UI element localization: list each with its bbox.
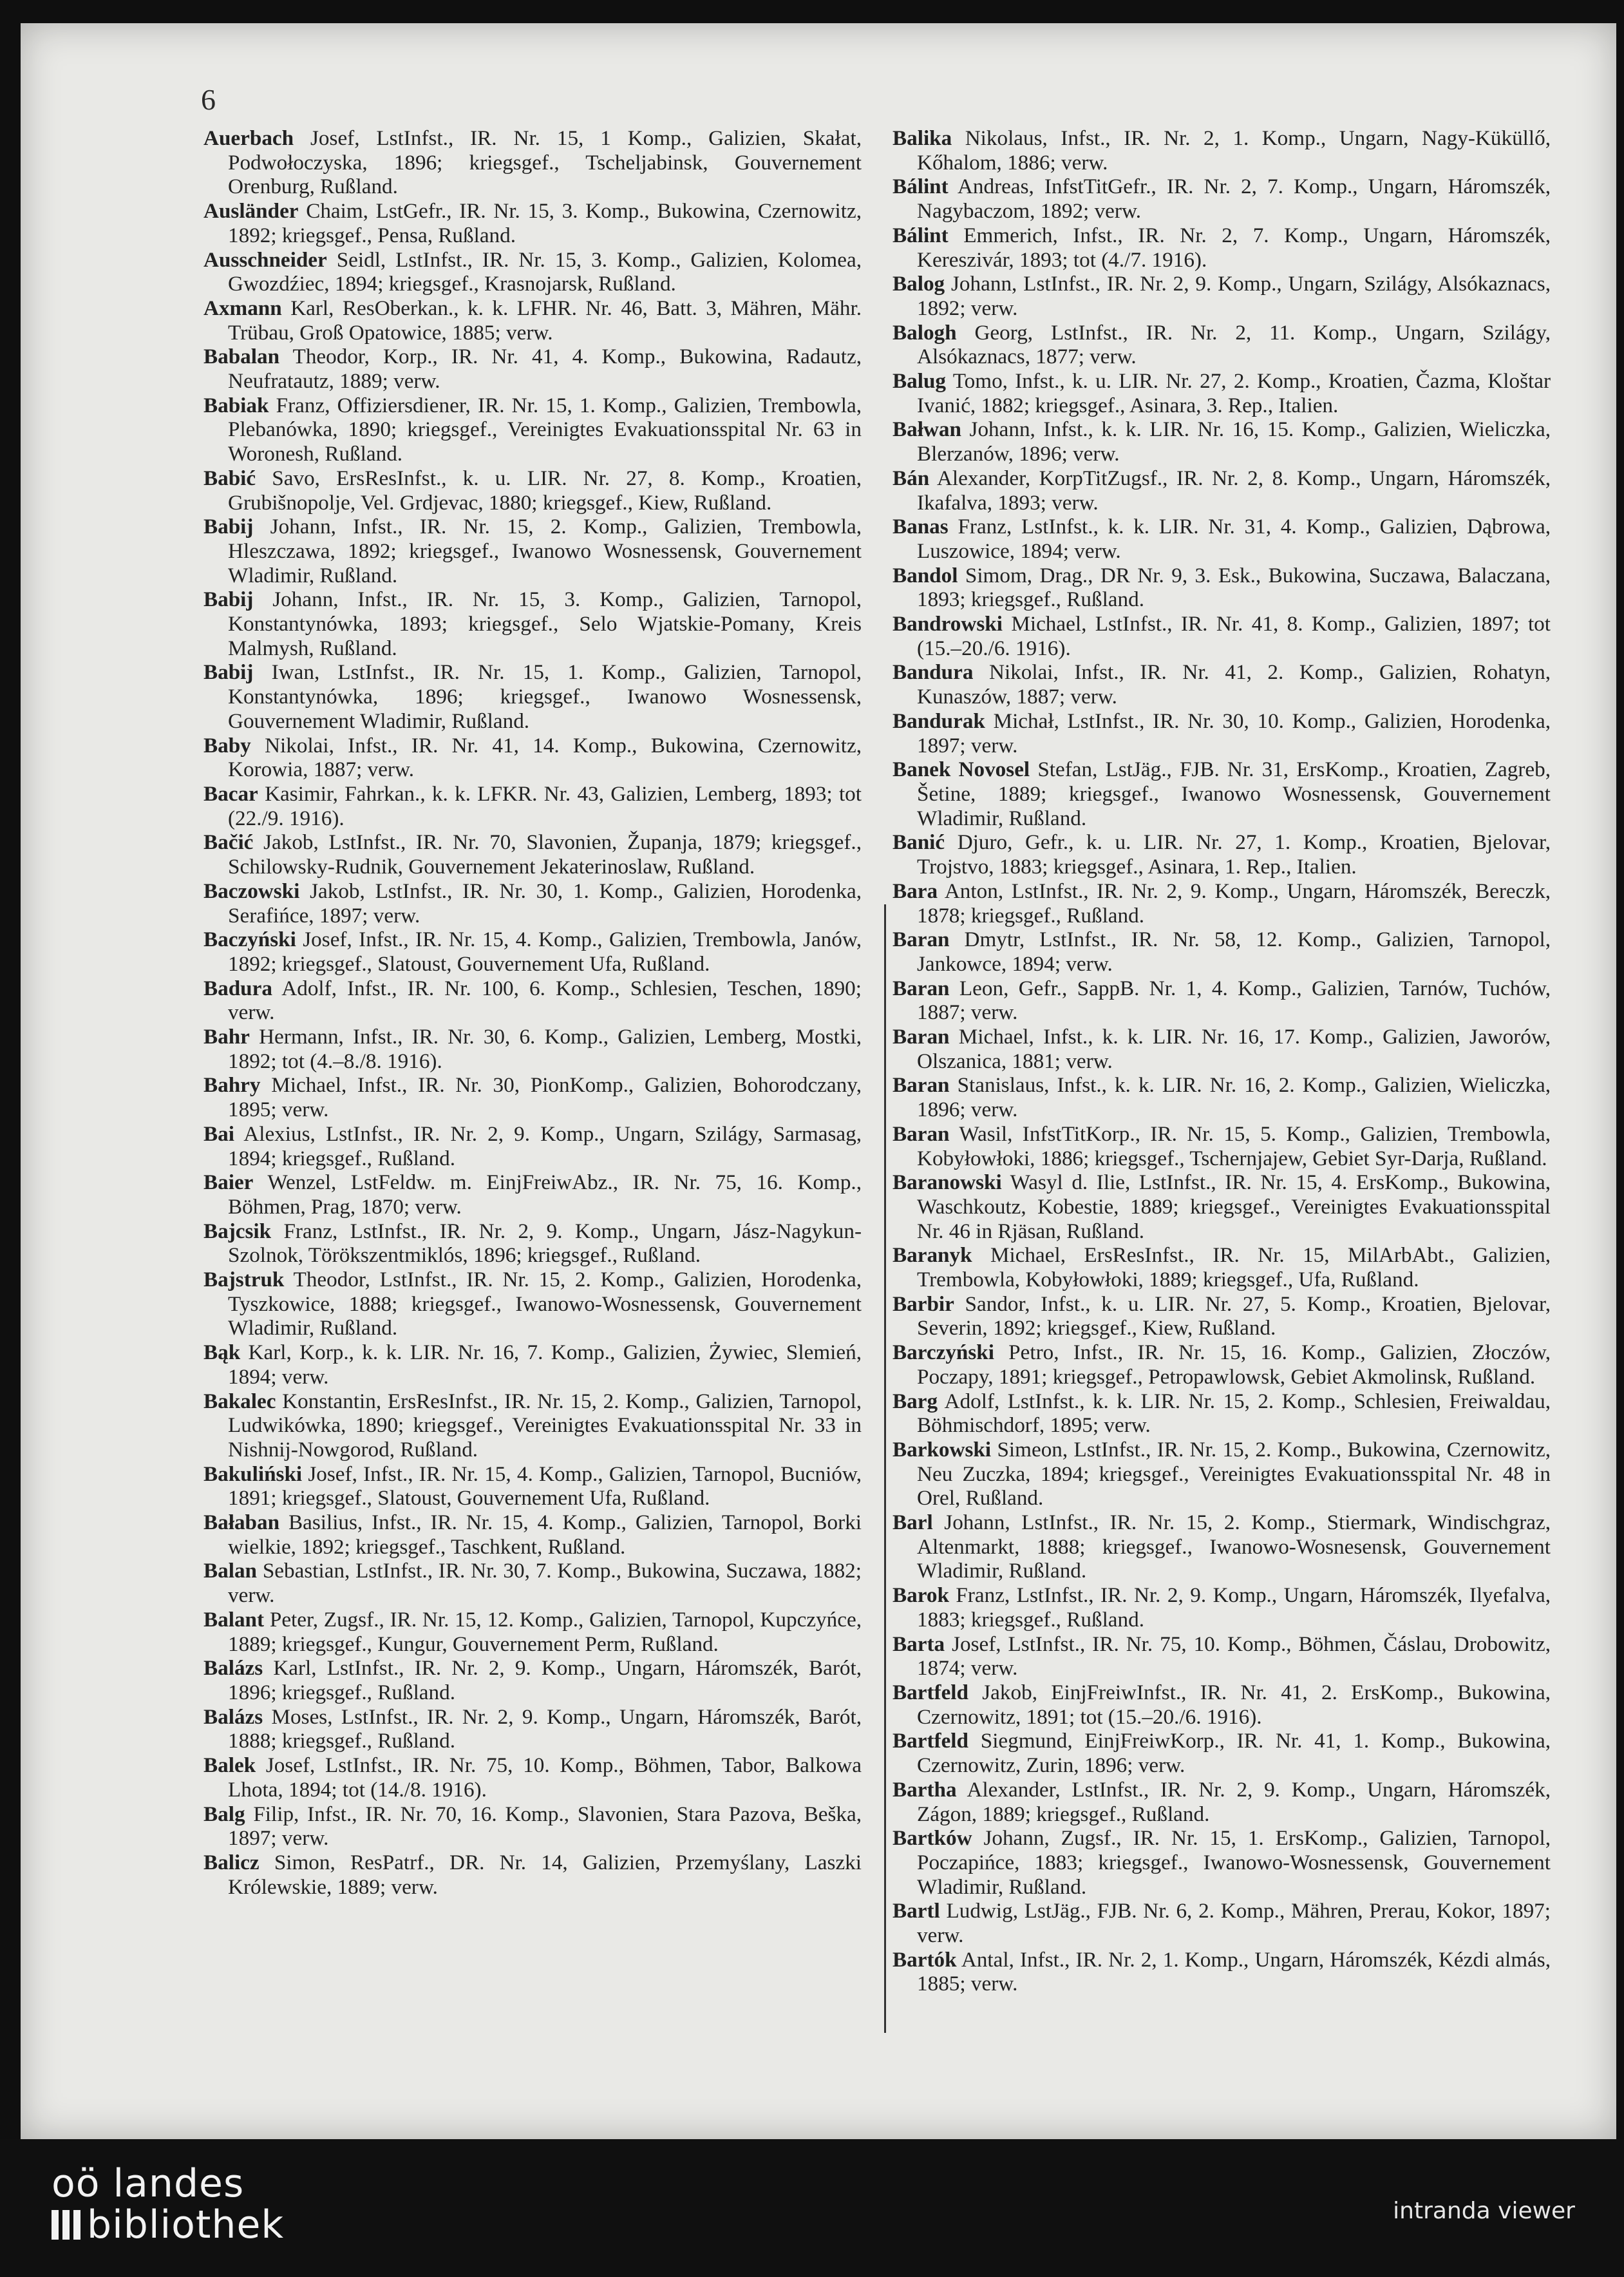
entry-details: Ludwig, LstJäg., FJB. Nr. 6, 2. Komp., Mähren, Prerau, Kokor, 1897; verw. [917,1899,1551,1948]
entry-surname: Baran [892,1025,950,1049]
entry-surname: Balika [892,126,952,150]
register-entry [892,564,1551,612]
entry-details: Antal, Infst., IR. Nr. 2, 1. Komp., Ungarn, Háromszék, Kézdi almás, 1885; verw. [917,1947,1551,1996]
entry-surname: Balogh [892,320,957,345]
entry-details: Stefan, LstJäg., FJB. Nr. 31, ErsKomp., Kroatien, Zagreb, Šetine, 1889; kriegsgef., Iwanowo Wosnessensk, Gouvernement Wladimir, Rußland. [917,757,1551,830]
entry-details: Seidl, LstInfst., IR. Nr. 15, 3. Komp., Galizien, Kolomea, Gwozdźiec, 1894; kriegsgef., Krasnojarsk, Rußland. [228,247,862,296]
entry-surname: Axmann [203,296,282,320]
register-entry [203,1025,862,1073]
entry-surname: Badura [203,976,272,1000]
entry-surname: Balan [203,1559,258,1583]
register-entry [892,1243,1551,1291]
entry-details: Wasyl d. Ilie, LstInfst., IR. Nr. 15, 4. ErsKomp., Bukowina, Waschkoutz, Kobestie, 1889; kriegsgef., Vereinigtes Evakuationsspital Nr. 46 in Rjäsan, Rußland. [917,1170,1551,1243]
register-entry [892,709,1551,757]
entry-surname: Bartl [892,1899,940,1923]
logo-line-1: oö landes [52,2161,245,2206]
entry-details: Siegmund, EinjFreiwKorp., IR. Nr. 41, 1. Komp., Bukowina, Czernowitz, Zurin, 1896; verw. [917,1729,1551,1778]
entry-details: Johann, LstInfst., IR. Nr. 15, 2. Komp., Stiermark, Windischgraz, Altenmarkt, 1888; kriegsgef., Iwanowo-Wosnesensk, Gouvernement Wladimir, Rußland. [917,1510,1551,1583]
register-entry [203,734,862,782]
entry-details: Michael, Infst., k. k. LIR. Nr. 16, 17. Komp., Galizien, Jaworów, Olszanica, 1881; verw. [917,1025,1551,1073]
entry-surname: Baier [203,1170,254,1195]
entry-surname: Balek [203,1753,256,1778]
entry-surname: Babij [203,515,254,539]
entry-details: Kasimir, Fahrkan., k. k. LFKR. Nr. 43, Galizien, Lemberg, 1893; tot (22./9. 1916). [228,781,862,830]
entry-details: Andreas, InfstTitGefr., IR. Nr. 2, 7. Komp., Ungarn, Háromszék, Nagybaczom, 1892; verw. [917,175,1551,224]
entry-surname: Ausschneider [203,247,327,272]
entry-details: Johann, Infst., IR. Nr. 15, 3. Komp., Galizien, Tarnopol, Konstantynówka, 1893; kriegsgef., Selo Wjatskie-Pomany, Kreis Malmysh, Rußland. [228,587,862,660]
register-entry [892,272,1551,320]
entry-surname: Bakuliński [203,1462,303,1486]
register-entry [203,1389,862,1462]
entry-surname: Banek Novosel [892,757,1030,782]
entry-details: Konstantin, ErsResInfst., IR. Nr. 15, 2. Komp., Galizien, Tarnopol, Ludwikówka, 1890; kriegsgef., Vereinigtes Evakuationsspital Nr. 33 in Nishnij-Nowgorod, Rußland. [228,1389,862,1462]
entry-surname: Balázs [203,1704,263,1729]
entry-details: Savo, ErsResInfst., k. u. LIR. Nr. 27, 8. Komp., Kroatien, Grubišnopolje, Vel. Grdjevac, 1880; kriegsgef., Kiew, Rußland. [228,466,862,515]
register-entry [203,1802,862,1851]
entry-surname: Balg [203,1802,245,1826]
register-entry [892,977,1551,1025]
entry-details: Franz, LstInfst., k. k. LIR. Nr. 31, 4. Komp., Galizien, Dąbrowa, Luszowice, 1894; verw. [917,515,1551,563]
register-entry [892,126,1551,175]
entry-surname: Auerbach [203,126,294,150]
register-entry [203,1510,862,1559]
entry-details: Josef, LstInfst., IR. Nr. 75, 10. Komp., Böhmen, Tabor, Balkowa Lhota, 1894; tot (14./8. 1916). [228,1753,862,1802]
entry-surname: Baranowski [892,1170,1002,1195]
register-entry [203,1340,862,1389]
entry-details: Georg, LstInfst., IR. Nr. 2, 11. Komp., Ungarn, Szilágy, Alsókaznacs, 1877; verw. [917,320,1551,369]
entry-details: Johann, LstInfst., IR. Nr. 2, 9. Komp., Ungarn, Szilágy, Alsókaznacs, 1892; verw. [917,272,1551,320]
entry-surname: Bąk [203,1340,241,1365]
entries-column-right [892,126,1551,2059]
register-entry [203,660,862,733]
entry-details: Theodor, LstInfst., IR. Nr. 15, 2. Komp., Galizien, Horodenka, Tyszkowice, 1888; kriegsgef., Iwanowo-Wosnessensk, Gouvernement Wladimir, Rußland. [228,1268,862,1340]
entry-details: Alexander, LstInfst., IR. Nr. 2, 9. Komp., Ungarn, Háromszék, Zágon, 1889; kriegsgef., Rußland. [917,1777,1551,1826]
register-entry [892,1510,1551,1583]
entry-surname: Babij [203,587,254,612]
register-entry [892,1681,1551,1729]
register-entry [892,757,1551,830]
entry-details: Josef, LstInfst., IR. Nr. 15, 1 Komp., Galizien, Skałat, Podwołoczyska, 1896; kriegsgef., Tscheljabinsk, Gouvernement Orenburg, Rußland. [228,126,862,199]
register-entry [892,1948,1551,1996]
entry-surname: Barta [892,1632,945,1656]
entry-details: Karl, LstInfst., IR. Nr. 2, 9. Komp., Ungarn, Háromszék, Barót, 1896; kriegsgef., Rußland. [228,1656,862,1704]
entry-surname: Bandrowski [892,612,1003,636]
register-entry [892,175,1551,223]
register-entry [203,1268,862,1340]
register-entry [203,830,862,879]
logo-bars-icon [52,2210,80,2240]
register-entry [892,1122,1551,1170]
register-entry [203,1705,862,1753]
entry-details: Leon, Gefr., SappB. Nr. 1, 4. Komp., Galizien, Tarnów, Tuchów, 1887; verw. [917,976,1551,1025]
register-entry [892,321,1551,369]
entry-surname: Balázs [203,1656,263,1681]
entry-details: Peter, Zugsf., IR. Nr. 15, 12. Komp., Galizien, Tarnopol, Kupczyńce, 1889; kriegsgef., Kungur, Gouvernement Perm, Rußland. [228,1607,862,1656]
register-entry [203,248,862,296]
register-entry [203,1753,862,1802]
register-entry [892,1632,1551,1681]
entry-details: Alexander, KorpTitZugsf., IR. Nr. 2, 8. Komp., Ungarn, Háromszék, Ikafalva, 1893; verw. [917,466,1551,515]
entry-surname: Baran [892,1073,950,1098]
entry-surname: Bandol [892,563,958,587]
entry-details: Karl, Korp., k. k. LIR. Nr. 16, 7. Komp., Galizien, Żywiec, Slemień, 1894; verw. [228,1340,862,1389]
entry-details: Stanislaus, Infst., k. k. LIR. Nr. 16, 2. Komp., Galizien, Wieliczka, 1896; verw. [917,1073,1551,1122]
register-entry [203,296,862,345]
register-entry [203,879,862,928]
register-entry [203,126,862,199]
entry-surname: Baczowski [203,879,300,903]
entry-details: Dmytr, LstInfst., IR. Nr. 58, 12. Komp., Galizien, Tarnopol, Jankowce, 1894; verw. [917,928,1551,976]
entry-surname: Balog [892,272,945,296]
entry-details: Franz, LstInfst., IR. Nr. 2, 9. Komp., Ungarn, Háromszék, Ilyefalva, 1883; kriegsgef., Rußland. [917,1583,1551,1632]
entry-details: Petro, Infst., IR. Nr. 15, 16. Komp., Galizien, Złoczów, Poczapy, 1891; kriegsgef., Petropawlowsk, Gebiet Akmolinsk, Rußland. [917,1340,1551,1389]
register-entry [203,977,862,1025]
entry-surname: Bartha [892,1777,957,1802]
entry-surname: Bálint [892,175,949,199]
entry-surname: Bahry [203,1073,261,1098]
entry-surname: Baran [892,1121,950,1146]
entry-surname: Baby [203,733,251,757]
entry-details: Wenzel, LstFeldw. m. EinjFreiwAbz., IR. Nr. 75, 16. Komp., Böhmen, Prag, 1870; verw. [228,1170,862,1219]
entry-details: Djuro, Gefr., k. u. LIR. Nr. 27, 1. Komp., Kroatien, Bjelovar, Trojstvo, 1883; kriegsgef., Asinara, 1. Rep., Italien. [917,830,1551,879]
entry-details: Michał, LstInfst., IR. Nr. 30, 10. Komp., Galizien, Horodenka, 1897; verw. [917,709,1551,757]
entry-surname: Barok [892,1583,949,1608]
entry-details: Alexius, LstInfst., IR. Nr. 2, 9. Komp., Ungarn, Szilágy, Sarmasag, 1894; kriegsgef., Rußland. [228,1121,862,1170]
entry-surname: Bacar [203,781,258,806]
entry-details: Sebastian, LstInfst., IR. Nr. 30, 7. Komp., Bukowina, Suczawa, 1882; verw. [228,1559,862,1608]
entry-details: Chaim, LstGefr., IR. Nr. 15, 3. Komp., Bukowina, Czernowitz, 1892; kriegsgef., Pensa, Rußland. [228,199,862,247]
entry-surname: Babić [203,466,256,490]
entry-surname: Bartków [892,1826,972,1851]
register-entry [892,1899,1551,1947]
register-entry [892,1340,1551,1389]
register-entry [892,1073,1551,1121]
entry-details: Emmerich, Infst., IR. Nr. 2, 7. Komp., Ungarn, Háromszék, Kereszivár, 1893; tot (4./7. 1916). [917,223,1551,272]
entry-surname: Baczyński [203,928,296,952]
entry-details: Michael, ErsResInfst., IR. Nr. 15, MilArbAbt., Galizien, Trembowla, Kobyłowłoki, 1889; kriegsgef., Ufa, Rußland. [917,1243,1551,1292]
register-entry [892,1292,1551,1340]
entry-surname: Barkowski [892,1437,992,1462]
register-entry [203,1851,862,1899]
entry-surname: Bálint [892,223,949,247]
entry-surname: Bara [892,879,938,903]
entry-details: Nikolai, Infst., IR. Nr. 41, 2. Komp., Galizien, Rohatyn, Kunaszów, 1887; verw. [917,660,1551,709]
entry-surname: Bartfeld [892,1729,968,1753]
register-entry [203,1122,862,1170]
entry-details: Josef, Infst., IR. Nr. 15, 4. Komp., Galizien, Trembowla, Janów, 1892; kriegsgef., Slatoust, Gouvernement Ufa, Rußland. [228,928,862,976]
entry-details: Adolf, LstInfst., k. k. LIR. Nr. 15, 2. Komp., Schlesien, Freiwaldau, Böhmischdorf, 1895; verw. [917,1389,1551,1438]
entry-surname: Bahr [203,1025,250,1049]
viewer-label[interactable]: intranda viewer [1393,2198,1575,2224]
entry-surname: Bartók [892,1947,957,1972]
entry-surname: Barbir [892,1291,954,1316]
register-entry [203,515,862,587]
register-entry [892,928,1551,976]
entry-surname: Bajcsik [203,1219,272,1243]
register-entry [892,224,1551,272]
entry-surname: Bajstruk [203,1268,285,1292]
entry-surname: Balug [892,369,947,394]
entry-details: Josef, Infst., IR. Nr. 15, 4. Komp., Galizien, Tarnopol, Bucniów, 1891; kriegsgef., Slatoust, Gouvernement Ufa, Rußland. [228,1462,862,1510]
entry-details: Josef, LstInfst., IR. Nr. 75, 10. Komp., Böhmen, Čáslau, Drobowitz, 1874; verw. [917,1632,1551,1681]
entry-details: Anton, LstInfst., IR. Nr. 2, 9. Komp., Ungarn, Háromszék, Bereczk, 1878; kriegsgef., Rußland. [917,879,1551,928]
entry-surname: Banić [892,830,945,855]
register-entry [203,1462,862,1510]
entry-details: Theodor, Korp., IR. Nr. 41, 4. Komp., Bukowina, Radautz, Neufratautz, 1889; verw. [228,345,862,394]
register-entry [892,612,1551,660]
entry-details: Simom, Drag., DR Nr. 9, 3. Esk., Bukowina, Suczawa, Balaczana, 1893; kriegsgef., Rußland. [917,563,1551,612]
register-entry [203,1073,862,1121]
register-entry [892,1778,1551,1826]
register-entry [203,1656,862,1704]
entry-details: Simeon, LstInfst., IR. Nr. 15, 2. Komp., Bukowina, Czernowitz, Neu Zuczka, 1894; kriegsgef., Vereinigtes Evakuationsspital Nr. 48 in Orel, Rußland. [917,1437,1551,1510]
entry-details: Sandor, Infst., k. u. LIR. Nr. 27, 5. Komp., Kroatien, Bjelovar, Severin, 1892; kriegsgef., Kiew, Rußland. [917,1291,1551,1340]
entry-details: Nikolai, Infst., IR. Nr. 41, 14. Komp., Bukowina, Czernowitz, Korowia, 1887; verw. [228,733,862,782]
entry-surname: Baran [892,928,950,952]
entry-details: Moses, LstInfst., IR. Nr. 2, 9. Komp., Ungarn, Háromszék, Barót, 1888; kriegsgef., Rußland. [228,1704,862,1753]
entry-details: Jakob, LstInfst., IR. Nr. 70, Slavonien, Županja, 1879; kriegsgef., Schilowsky-Rudnik, Gouvernement Jekaterinoslaw, Rußland. [228,830,862,879]
entry-surname: Bán [892,466,930,490]
register-entry [892,515,1551,563]
logo-line-2-text: bibliothek [87,2202,285,2247]
register-entry [892,830,1551,879]
entry-details: Michael, Infst., IR. Nr. 30, PionKomp., Galizien, Bohorodczany, 1895; verw. [228,1073,862,1122]
entry-details: Wasil, InfstTitKorp., IR. Nr. 15, 5. Komp., Galizien, Trembowla, Kobyłowłoki, 1886; kriegsgef., Tschernjajew, Gebiet Syr-Darja, Rußland. [917,1121,1551,1170]
register-entry [203,1559,862,1607]
entry-surname: Bačić [203,830,254,855]
register-entry [203,466,862,515]
register-entry [203,1170,862,1219]
entry-details: Nikolaus, Infst., IR. Nr. 2, 1. Komp., Ungarn, Nagy-Küküllő, Kőhalom, 1886; verw. [917,126,1551,175]
entry-details: Filip, Infst., IR. Nr. 70, 16. Komp., Slavonien, Stara Pazova, Beška, 1897; verw. [228,1802,862,1851]
register-entry [892,369,1551,417]
register-entry [203,782,862,830]
entry-details: Iwan, LstInfst., IR. Nr. 15, 1. Komp., Galizien, Tarnopol, Konstantynówka, 1896; kriegsgef., Iwanowo Wosnessensk, Gouvernement Wladimir, Rußland. [228,660,862,733]
register-entry [203,1608,862,1656]
register-entry [203,587,862,660]
entry-details: Karl, ResOberkan., k. k. LFHR. Nr. 46, Batt. 3, Mähren, Mähr. Trübau, Groß Opatowice, 1885; verw. [228,296,862,345]
entry-surname: Bakalec [203,1389,276,1413]
entry-surname: Bandurak [892,709,985,733]
entry-surname: Babalan [203,345,280,369]
register-entry [203,345,862,393]
register-entry [203,199,862,247]
register-entry [892,1826,1551,1899]
entry-surname: Balicz [203,1850,260,1874]
entry-details: Franz, Offiziersdiener, IR. Nr. 15, 1. Komp., Galizien, Trembowla, Plebanówka, 1890; kriegsgef., Vereinigtes Evakuationsspital Nr. 63 in Woronesh, Rußland. [228,393,862,466]
entry-surname: Bałaban [203,1510,280,1535]
page-number: 6 [201,83,216,116]
register-entry [892,1389,1551,1438]
entry-details: Johann, Zugsf., IR. Nr. 15, 1. ErsKomp., Galizien, Tarnopol, Poczapińce, 1883; kriegsgef., Iwanowo-Wosnessensk, Gouvernement Wladimir, Rußland. [917,1826,1551,1899]
entry-details: Johann, Infst., IR. Nr. 15, 2. Komp., Galizien, Trembowla, Hleszczawa, 1892; kriegsgef., Iwanowo Wosnessensk, Gouvernement Wladimir, Rußland. [228,515,862,587]
column-divider [884,904,886,2033]
entry-surname: Bandura [892,660,974,685]
entry-surname: Barl [892,1510,933,1535]
register-entry [892,466,1551,515]
register-entry [892,1025,1551,1073]
entry-details: Johann, Infst., k. k. LIR. Nr. 16, 15. Komp., Galizien, Wieliczka, Blerzanów, 1896; verw. [917,417,1551,466]
register-entry [892,660,1551,709]
entry-details: Jakob, EinjFreiwInfst., IR. Nr. 41, 2. ErsKomp., Bukowina, Czernowitz, 1891; tot (15.–20./6. 1916). [917,1681,1551,1729]
register-entry [203,928,862,976]
register-entry [892,417,1551,466]
register-entry [892,1583,1551,1632]
entry-details: Michael, LstInfst., IR. Nr. 41, 8. Komp., Galizien, 1897; tot (15.–20./6. 1916). [917,612,1551,660]
entry-surname: Bartfeld [892,1681,968,1704]
entry-surname: Banas [892,515,949,539]
logo-line-2 [52,2204,284,2245]
entry-surname: Babij [203,660,254,685]
entry-surname: Balant [203,1607,265,1632]
library-logo[interactable] [52,2163,284,2245]
entry-surname: Bai [203,1121,234,1146]
entry-details: Hermann, Infst., IR. Nr. 30, 6. Komp., Galizien, Lemberg, Mostki, 1892; tot (4.–8./8. 1916). [228,1025,862,1073]
entry-surname: Ausländer [203,199,299,224]
register-entry [892,1170,1551,1243]
entry-details: Simon, ResPatrf., DR. Nr. 14, Galizien, Przemyślany, Laszki Królewskie, 1889; verw. [228,1850,862,1899]
entry-surname: Barczyński [892,1340,994,1365]
entry-details: Adolf, Infst., IR. Nr. 100, 6. Komp., Schlesien, Teschen, 1890; verw. [228,976,862,1025]
entries-column-left [203,126,862,2059]
entry-surname: Bałwan [892,417,961,442]
entry-details: Franz, LstInfst., IR. Nr. 2, 9. Komp., Ungarn, Jász-Nagykun-Szolnok, Törökszentmiklós, 1896; kriegsgef., Rußland. [228,1219,862,1268]
register-entry [892,1729,1551,1777]
register-entry [892,879,1551,928]
entry-details: Basilius, Infst., IR. Nr. 15, 4. Komp., Galizien, Tarnopol, Borki wielkie, 1892; kriegsgef., Taschkent, Rußland. [228,1510,862,1559]
entry-surname: Barg [892,1389,938,1413]
register-entry [892,1438,1551,1510]
entry-surname: Baran [892,976,950,1000]
register-entry [203,394,862,466]
register-entry [203,1219,862,1268]
entry-surname: Babiak [203,393,269,417]
entry-details: Tomo, Infst., k. u. LIR. Nr. 27, 2. Komp., Kroatien, Čazma, Kloštar Ivanić, 1882; kriegsgef., Asinara, 3. Rep., Italien. [917,369,1551,417]
entry-details: Jakob, LstInfst., IR. Nr. 30, 1. Komp., Galizien, Horodenka, Serafińce, 1897; verw. [228,879,862,928]
entry-surname: Baranyk [892,1243,972,1268]
